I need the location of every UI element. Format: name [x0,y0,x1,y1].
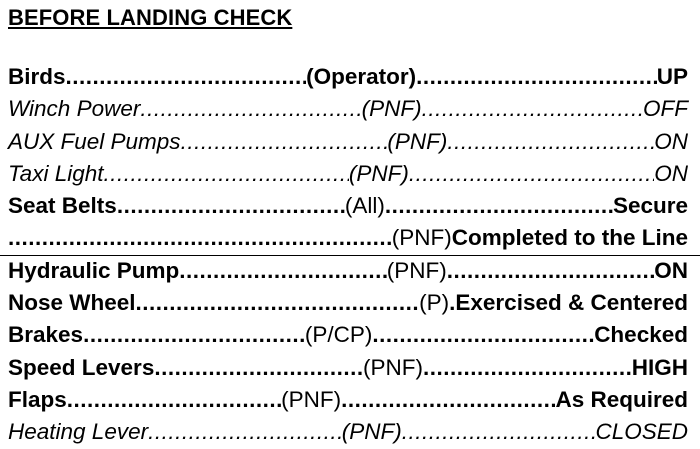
row-action: Completed to the Line [451,225,688,251]
dot-leader [140,93,361,125]
row-role: (Operator) [306,64,417,89]
checklist-row-speed-levers [8,352,688,384]
dot-leader [181,126,388,158]
row-item: AUX Fuel Pumps [8,128,181,154]
dot-leader [117,190,345,222]
checklist-row-hydraulic-pump [8,255,688,287]
row-item: Nose Wheel [8,290,136,316]
checklist-row-brakes [8,319,688,351]
row-action: ON [654,160,688,186]
dot-leader [409,158,654,190]
checklist-row-completed-to-line [8,222,688,254]
checklist-row-nose-wheel [8,287,688,319]
dot-leader [416,61,657,93]
row-action: CLOSED [595,419,688,445]
row-item: Seat Belts [8,193,117,219]
dot-leader [67,384,281,416]
checklist-row-flaps [8,384,688,416]
dot-leader [422,93,643,125]
row-action: ON [654,128,688,154]
row-role: (All) [344,193,385,219]
row-item: Heating Lever [8,419,149,445]
row-role: (PNF) [341,419,402,445]
row-item: Taxi Light [8,160,104,186]
dot-leader [8,222,392,254]
dot-leader [402,416,596,448]
dot-leader [385,190,613,222]
row-action: ON [654,257,688,283]
row-item: Speed Levers [8,354,155,380]
row-role: (PNF) [387,128,448,154]
dot-leader [83,319,305,351]
row-item: Brakes [8,322,84,348]
row-action: As Required [555,386,688,412]
row-item: Birds [8,64,66,89]
row-role: (PNF) [361,96,422,122]
row-action: UP [656,64,688,89]
dot-leader [447,255,654,287]
dot-leader [447,126,654,158]
row-role: (PNF) [386,257,447,283]
row-action: HIGH [631,354,688,380]
dot-leader [136,287,420,319]
dot-leader [179,255,386,287]
section-divider [0,255,700,256]
row-item: Flaps [8,386,67,412]
dot-leader [154,352,363,384]
row-action: Checked [594,322,688,348]
checklist-row-aux-fuel-pumps [8,126,688,158]
dot-leader [66,61,307,93]
row-action: .Exercised & Centered [449,290,688,316]
checklist-row-heating-lever [8,416,688,448]
dot-leader [103,158,348,190]
row-item: Hydraulic Pump [8,257,180,283]
checklist-row-birds [8,61,688,93]
dot-leader [148,416,342,448]
row-role: (P) [419,290,450,316]
row-role: (PNF) [348,160,409,186]
checklist-row-seat-belts [8,190,688,222]
row-role: (PNF) [281,386,342,412]
checklist-row-winch-power [8,93,688,125]
row-item: Winch Power [8,96,141,122]
row-action: OFF [643,96,688,122]
dot-leader [423,352,632,384]
row-role: (P/CP) [304,322,373,348]
row-role: (PNF) [363,354,424,380]
row-role: (PNF) [391,225,452,251]
dot-leader [341,384,555,416]
checklist-title: BEFORE LANDING CHECK [8,5,293,30]
dot-leader [372,319,594,351]
row-action: Secure [612,193,688,219]
checklist-row-taxi-light [8,158,688,190]
